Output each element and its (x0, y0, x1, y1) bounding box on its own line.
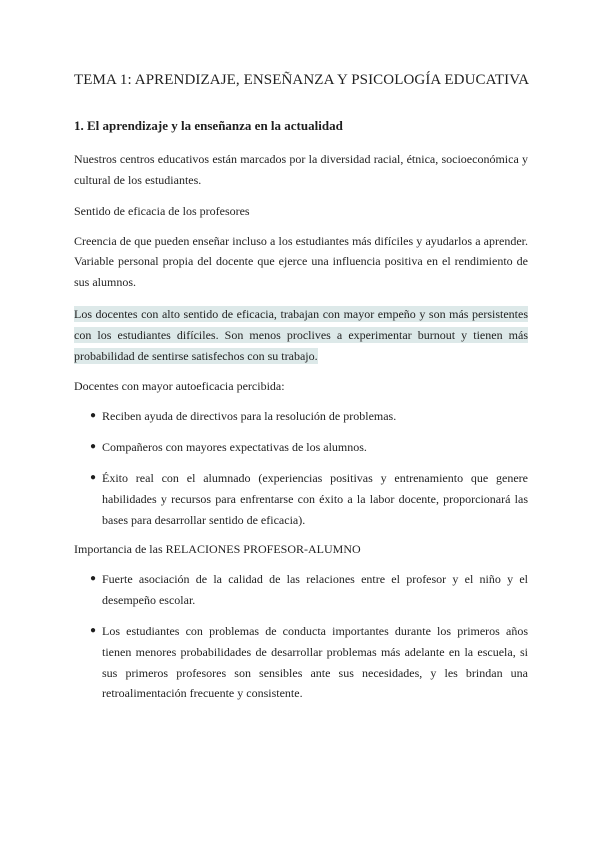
highlighted-text: Los docentes con alto sentido de eficacia, trabajan con mayor empeño y son más persistentes con los estudiantes difíciles. Son menos proclives a experimentar burnout y tienen más probabilidad de sentirse satisfechos con su trabajo. (74, 306, 528, 363)
list-item (74, 468, 528, 530)
bullet-icon: ● (90, 410, 97, 422)
relations-heading: Importancia de las RELACIONES PROFESOR-ALUMNO (74, 542, 361, 557)
list-item-text: Los estudiantes con problemas de conducta importantes durante los primeros años tienen menores probabilidades de desarrollar problemas más adelante en la escuela, si sus primeros profesores son sensibles ante sus necesidades, y les brindan una retroalimentación frecuente y consistente. (102, 623, 528, 701)
document-page (74, 70, 528, 714)
list-item (74, 437, 528, 458)
section-heading: 1. El aprendizaje y la enseñanza en la actualidad (74, 118, 343, 133)
bullet-icon: ● (90, 573, 97, 585)
self-efficacy-list (74, 406, 528, 530)
list-item (74, 621, 528, 704)
list-item-text: Fuerte asociación de la calidad de las relaciones entre el profesor y el niño y el desempeño escolar. (102, 572, 528, 608)
list-item (74, 406, 528, 427)
list-item (74, 569, 528, 611)
efficacy-paragraph: Creencia de que pueden enseñar incluso a los estudiantes más difíciles y ayudarlos a aprender. Variable personal propia del docente que ejerce una influencia positiva en el rendimiento de sus alumnos. (74, 233, 528, 290)
list-item-text: Éxito real con el alumnado (experiencias positivas y entrenamiento que genere habilidades y recursos para enfrentarse con éxito a la labor docente, proporcionará las bases para desarrollar sentido de eficacia). (102, 470, 528, 527)
intro-paragraph: Nuestros centros educativos están marcados por la diversidad racial, étnica, socioeconómica y cultural de los estudiantes. (74, 152, 528, 187)
relations-list (74, 569, 528, 704)
document-title: TEMA 1: APRENDIZAJE, ENSEÑANZA Y PSICOLOGÍA EDUCATIVA (74, 72, 530, 88)
list-item-text: Compañeros con mayores expectativas de los alumnos. (102, 440, 367, 455)
efficacy-heading: Sentido de eficacia de los profesores (74, 203, 250, 218)
highlighted-paragraph (74, 304, 528, 366)
bullet-icon: ● (90, 624, 97, 636)
bullet-icon: ● (90, 471, 97, 483)
list-item-text: Reciben ayuda de directivos para la resolución de problemas. (102, 409, 397, 424)
bullet-icon: ● (90, 441, 97, 453)
self-efficacy-heading: Docentes con mayor autoeficacia percibida: (74, 379, 285, 394)
